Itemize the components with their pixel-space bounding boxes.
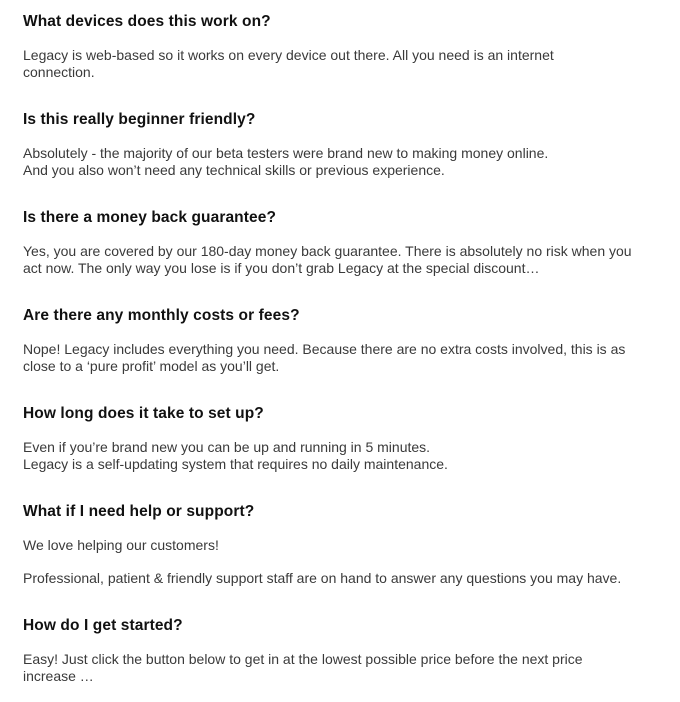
answer-line: We love helping our customers!: [23, 537, 219, 553]
faq-question: How long does it take to set up?: [23, 405, 264, 422]
answer-line: Legacy is a self-updating system that requires no daily maintenance.: [23, 456, 448, 472]
answer-line: close to a ‘pure profit’ model as you’ll get.: [23, 358, 280, 374]
answer-paragraph: [23, 341, 680, 375]
answer-paragraph: [23, 243, 680, 277]
faq-item: [23, 404, 680, 473]
answer-line: connection.: [23, 64, 95, 80]
faq-answer: [23, 439, 680, 473]
answer-line: Professional, patient & friendly support staff are on hand to answer any questions you may have.: [23, 570, 622, 586]
answer-paragraph: [23, 439, 680, 473]
faq-question: What devices does this work on?: [23, 13, 271, 30]
answer-line: Legacy is web-based so it works on every device out there. All you need is an internet: [23, 47, 554, 63]
faq-answer: [23, 145, 680, 179]
faq-item: [23, 306, 680, 375]
answer-paragraph: [23, 651, 680, 685]
faq-question: Is this really beginner friendly?: [23, 111, 256, 128]
answer-paragraph: [23, 537, 680, 554]
answer-line: Easy! Just click the button below to get in at the lowest possible price before the next price: [23, 651, 583, 667]
answer-paragraph: [23, 47, 680, 81]
faq-answer: [23, 47, 680, 81]
faq-question: How do I get started?: [23, 617, 183, 634]
answer-line: Nope! Legacy includes everything you need. Because there are no extra costs involved, this is as: [23, 341, 626, 357]
answer-line: Yes, you are covered by our 180-day money back guarantee. There is absolutely no risk when you: [23, 243, 632, 259]
answer-line: Absolutely - the majority of our beta testers were brand new to making money online.: [23, 145, 549, 161]
faq-item: [23, 502, 680, 587]
faq-question: What if I need help or support?: [23, 503, 255, 520]
answer-line: Even if you’re brand new you can be up and running in 5 minutes.: [23, 439, 431, 455]
answer-line: act now. The only way you lose is if you don’t grab Legacy at the special discount…: [23, 260, 540, 276]
faq-answer: [23, 341, 680, 375]
faq-item: [23, 208, 680, 277]
faq-answer: [23, 243, 680, 277]
answer-paragraph: [23, 145, 680, 179]
faq-question: Is there a money back guarantee?: [23, 209, 277, 226]
faq-item: [23, 12, 680, 81]
faq-item: [23, 110, 680, 179]
faq-answer: [23, 651, 680, 685]
faq-item: [23, 616, 680, 685]
answer-line: increase …: [23, 668, 94, 684]
faq-question: Are there any monthly costs or fees?: [23, 307, 300, 324]
faq-answer: [23, 537, 680, 587]
answer-line: And you also won’t need any technical skills or previous experience.: [23, 162, 445, 178]
answer-paragraph: [23, 570, 680, 587]
